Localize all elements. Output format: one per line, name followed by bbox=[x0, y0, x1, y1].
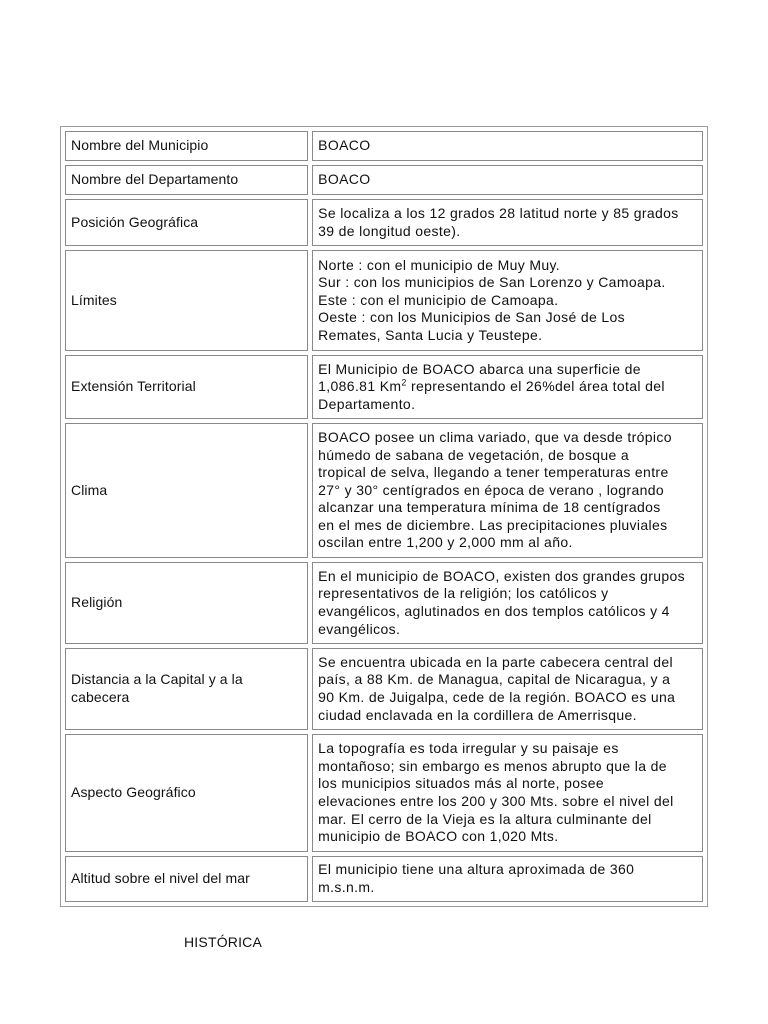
value-line: evangélicos, aglutinados en dos templos católicos y 4 bbox=[318, 603, 670, 619]
table-row bbox=[65, 562, 703, 644]
table-row bbox=[65, 131, 703, 161]
value-line: los municipios situados más al norte, posee bbox=[318, 775, 605, 792]
value-line: Departamento. bbox=[318, 395, 416, 412]
table-row bbox=[65, 165, 703, 195]
row-value-posicion bbox=[312, 199, 703, 246]
municipality-info-table bbox=[60, 126, 708, 907]
value-line: 39 de longitud oeste). bbox=[318, 222, 461, 239]
table-row bbox=[65, 355, 703, 419]
value-line: Se encuentra ubicada en la parte cabecera central del bbox=[318, 653, 673, 670]
value-line: húmedo de sabana de vegetación, de bosque a bbox=[318, 446, 629, 463]
row-label-clima: Clima bbox=[65, 423, 308, 558]
row-label-municipio: Nombre del Municipio bbox=[65, 131, 308, 161]
row-value-extension bbox=[312, 355, 703, 419]
value-line: 27° y 30° centígrados en época de verano , logrando bbox=[318, 481, 664, 498]
area-exponent: 2 bbox=[401, 377, 407, 388]
row-value-distancia bbox=[312, 648, 703, 730]
table-row bbox=[65, 423, 703, 558]
value-line: municipio de BOACO con 1,020 Mts. bbox=[318, 828, 559, 845]
value-line: En el municipio de BOACO, existen dos grandes grupos bbox=[318, 567, 685, 584]
table-row bbox=[65, 734, 703, 852]
value-line: m.s.n.m. bbox=[318, 879, 375, 895]
value-line: 90 Km. de Juigalpa, cede de la región. BOACO es una bbox=[318, 689, 676, 705]
value-line: La topografía es toda irregular y su paisaje es bbox=[318, 740, 619, 757]
row-value-clima bbox=[312, 423, 703, 558]
row-label-departamento: Nombre del Departamento bbox=[65, 165, 308, 195]
value-line: elevaciones entre los 200 y 300 Mts. sobre el nivel del bbox=[318, 793, 674, 809]
label-line: Distancia a la Capital y a la bbox=[71, 671, 243, 688]
table-row bbox=[65, 199, 703, 246]
row-value-altitud bbox=[312, 856, 703, 902]
row-value-departamento bbox=[312, 165, 703, 195]
table-row bbox=[65, 856, 703, 902]
value-line: Oeste : con los Municipios de San José de Los bbox=[318, 309, 625, 326]
row-label-altitud: Altitud sobre el nivel del mar bbox=[65, 856, 308, 902]
row-label-distancia bbox=[65, 648, 308, 730]
row-label-posicion: Posición Geográfica bbox=[65, 199, 308, 246]
value-line: alcanzar una temperatura mínima de 18 centígrados bbox=[318, 499, 661, 516]
value-line: ciudad enclavada en la cordillera de Amerrisque. bbox=[318, 706, 637, 723]
value-line: Se localiza a los 12 grados 28 latitud norte y 85 grados bbox=[318, 204, 679, 221]
row-value-religion bbox=[312, 562, 703, 644]
row-value-municipio bbox=[312, 131, 703, 161]
row-label-extension: Extensión Territorial bbox=[65, 355, 308, 419]
value-line: país, a 88 Km. de Managua, capital de Nicaragua, y a bbox=[318, 671, 671, 688]
value-line: evangélicos. bbox=[318, 620, 401, 637]
value-line: BOACO bbox=[318, 171, 371, 188]
row-value-limites bbox=[312, 250, 703, 351]
value-line: BOACO bbox=[318, 137, 371, 154]
label-line: cabecera bbox=[71, 689, 130, 705]
row-label-religion: Religión bbox=[65, 562, 308, 644]
value-line: mar. El cerro de la Vieja es la altura culminante del bbox=[318, 810, 652, 827]
row-label-aspecto: Aspecto Geográfico bbox=[65, 734, 308, 852]
area-rest: representando el 26%del área total del bbox=[406, 378, 665, 395]
value-line: Norte : con el municipio de Muy Muy. bbox=[318, 256, 561, 273]
table-row bbox=[65, 250, 703, 351]
area-value: 1,086.81 Km bbox=[318, 378, 402, 395]
value-line: Este : con el municipio de Camoapa. bbox=[318, 291, 559, 308]
value-line: oscilan entre 1,200 y 2,000 mm al año. bbox=[318, 534, 573, 551]
value-line: montañoso; sin embargo es menos abrupto que la de bbox=[318, 757, 667, 774]
row-label-limites: Límites bbox=[65, 250, 308, 351]
value-line: BOACO posee un clima variado, que va desde trópico bbox=[318, 428, 672, 445]
value-line: tropical de selva, llegando a tener temperaturas entre bbox=[318, 464, 669, 481]
table-row bbox=[65, 648, 703, 730]
value-line: Sur : con los municipios de San Lorenzo y Camoapa. bbox=[318, 274, 666, 291]
section-heading-historica: HISTÓRICA bbox=[184, 934, 263, 950]
value-line: El municipio tiene una altura aproximada de 360 bbox=[318, 861, 635, 878]
value-line: representativos de la religión; los católicos y bbox=[318, 585, 609, 602]
row-value-aspecto bbox=[312, 734, 703, 852]
value-line-area bbox=[318, 378, 697, 396]
value-line: El Municipio de BOACO abarca una superficie de bbox=[318, 360, 641, 377]
value-line: Remates, Santa Lucia y Teustepe. bbox=[318, 326, 543, 343]
value-line: en el mes de diciembre. Las precipitaciones pluviales bbox=[318, 516, 668, 533]
